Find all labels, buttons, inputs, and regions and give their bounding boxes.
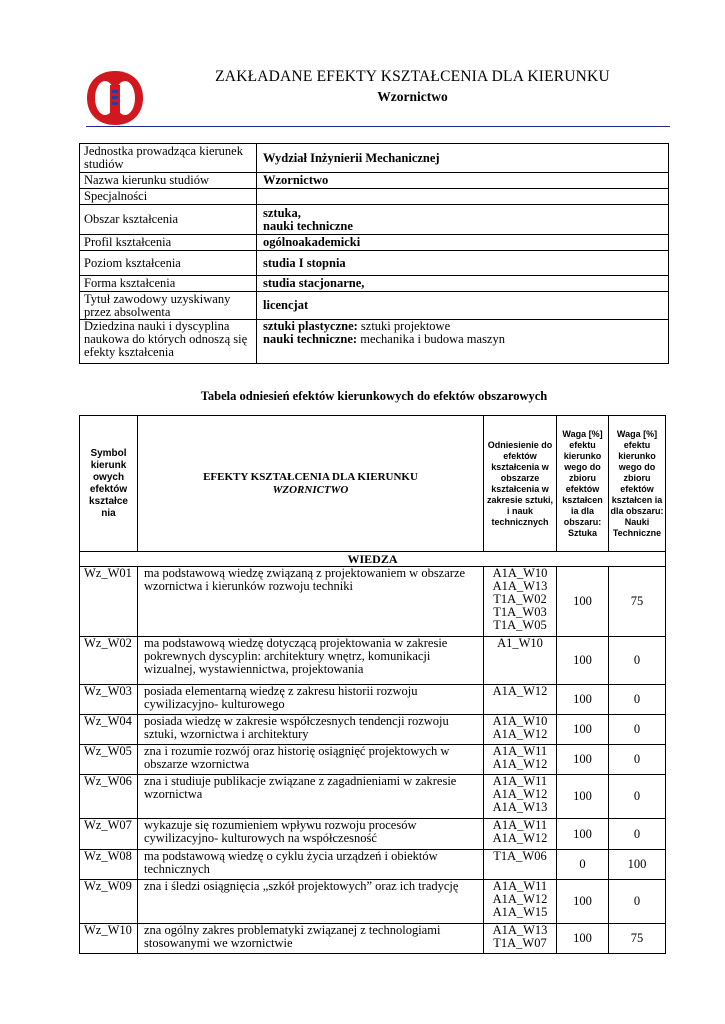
header-symbol: Symbol kierunk owych efektów kształce nia xyxy=(80,416,138,552)
info-label: Dziedzina nauki i dyscyplina naukowa do których odnoszą się efekty kształcenia xyxy=(80,320,257,364)
weight-nauki: 100 xyxy=(609,850,666,880)
outcome-code: Wz_W01 xyxy=(80,567,138,637)
info-label: Profil kształcenia xyxy=(80,235,257,251)
weight-sztuka: 100 xyxy=(557,637,609,685)
weight-sztuka: 100 xyxy=(557,819,609,850)
outcome-description: zna i rozumie rozwój oraz historię osiągnięć projektowych w obszarze wzornictwa xyxy=(138,745,484,775)
outcome-code: Wz_W02 xyxy=(80,637,138,685)
info-value-line: nauki techniczne xyxy=(263,218,353,233)
discipline-name: mechanika i budowa maszyn xyxy=(357,332,505,346)
weight-sztuka: 100 xyxy=(557,715,609,745)
outcome-references xyxy=(484,567,557,637)
info-row xyxy=(80,251,669,276)
reference-code: A1A_W12 xyxy=(492,727,548,741)
outcome-code: Wz_W06 xyxy=(80,775,138,819)
page-subtitle: Wzornictwo xyxy=(377,89,448,104)
info-row xyxy=(80,205,669,235)
info-label: Jednostka prowadząca kierunek studiów xyxy=(80,144,257,173)
outcome-code: Wz_W03 xyxy=(80,685,138,715)
info-value: Wzornictwo xyxy=(257,173,669,189)
table-row xyxy=(80,775,666,819)
table-row xyxy=(80,685,666,715)
outcome-references xyxy=(484,715,557,745)
reference-code: A1A_W11 xyxy=(492,744,548,758)
table-caption: Tabela odniesień efektów kierunkowych do efektów obszarowych xyxy=(200,389,548,403)
reference-code: A1A_W12 xyxy=(492,787,548,801)
reference-code: A1A_W11 xyxy=(492,879,548,893)
weight-sztuka: 100 xyxy=(557,685,609,715)
table-header-row xyxy=(80,416,666,552)
header-divider xyxy=(86,126,670,127)
reference-code: A1A_W11 xyxy=(492,818,548,832)
outcome-description: zna i śledzi osiągnięcia „szkół projektowych” oraz ich tradycję xyxy=(138,880,484,924)
learning-outcomes-table xyxy=(79,415,666,954)
info-row xyxy=(80,189,669,205)
reference-code: A1A_W12 xyxy=(492,831,548,845)
reference-code: A1A_W13 xyxy=(492,800,548,814)
weight-sztuka: 100 xyxy=(557,745,609,775)
weight-sztuka: 100 xyxy=(557,924,609,954)
header-efekty-title: EFEKTY KSZTAŁCENIA DLA KIERUNKU xyxy=(203,470,418,483)
weight-nauki: 0 xyxy=(609,819,666,850)
reference-code: T1A_W03 xyxy=(493,605,547,619)
outcome-code: Wz_W09 xyxy=(80,880,138,924)
table-row xyxy=(80,924,666,954)
university-logo xyxy=(86,70,144,126)
info-value: studia I stopnia xyxy=(257,251,669,276)
weight-sztuka: 100 xyxy=(557,880,609,924)
outcome-description: wykazuje się rozumieniem wpływu rozwoju procesów cywilizacyjno- kulturowych na współczesność xyxy=(138,819,484,850)
info-value: studia stacjonarne, xyxy=(257,276,669,292)
table-row xyxy=(80,567,666,637)
weight-nauki: 0 xyxy=(609,637,666,685)
info-value: Wydział Inżynierii Mechanicznej xyxy=(257,144,669,173)
outcome-description: zna i studiuje publikacje związane z zagadnieniami w zakresie wzornictwa xyxy=(138,775,484,819)
reference-code: T1A_W06 xyxy=(493,849,547,863)
outcome-references xyxy=(484,850,557,880)
weight-sztuka: 0 xyxy=(557,850,609,880)
info-value xyxy=(257,205,669,235)
outcome-references xyxy=(484,880,557,924)
discipline-area: sztuki plastyczne: xyxy=(263,319,358,333)
outcome-code: Wz_W05 xyxy=(80,745,138,775)
info-row xyxy=(80,144,669,173)
info-row xyxy=(80,320,669,364)
info-label: Tytuł zawodowy uzyskiwany przez absolwenta xyxy=(80,292,257,320)
reference-code: T1A_W07 xyxy=(493,936,547,950)
discipline-name: sztuki projektowe xyxy=(357,319,451,333)
page-title: ZAKŁADANE EFEKTY KSZTAŁCENIA DLA KIERUNKU xyxy=(215,68,610,85)
info-row xyxy=(80,173,669,189)
reference-code: A1A_W12 xyxy=(492,757,548,771)
table-row xyxy=(80,880,666,924)
outcome-description: ma podstawową wiedzę dotyczącą projektowania w zakresie pokrewnych dyscyplin: architektury wnętrz, komunikacji wizualnej, wystawiennictwa, projektowania xyxy=(138,637,484,685)
header-waga-sztuka: Waga [%] efektu kierunko wego do zbioru efektów kształcen ia dla obszaru: Sztuka xyxy=(557,416,609,552)
table-row xyxy=(80,637,666,685)
section-row xyxy=(80,552,666,567)
weight-sztuka: 100 xyxy=(557,567,609,637)
info-label: Nazwa kierunku studiów xyxy=(80,173,257,189)
reference-code: A1A_W13 xyxy=(492,923,548,937)
table-row xyxy=(80,715,666,745)
reference-code: T1A_W05 xyxy=(493,618,547,632)
outcome-description: posiada elementarną wiedzę z zakresu historii rozwoju cywilizacyjno- kulturowego xyxy=(138,685,484,715)
info-label: Poziom kształcenia xyxy=(80,251,257,276)
weight-nauki: 75 xyxy=(609,924,666,954)
header-waga-nauki: Waga [%] efektu kierunko wego do zbioru efektów kształcen ia dla obszaru: Nauki Techniczne xyxy=(609,416,666,552)
weight-nauki: 0 xyxy=(609,685,666,715)
info-label: Specjalności xyxy=(80,189,257,205)
info-value xyxy=(257,320,669,364)
reference-code: A1_W10 xyxy=(497,636,543,650)
outcome-references xyxy=(484,775,557,819)
header-efekty xyxy=(138,416,484,552)
info-value xyxy=(257,189,669,205)
info-row xyxy=(80,276,669,292)
reference-code: A1A_W10 xyxy=(492,566,548,580)
section-wiedza: WIEDZA xyxy=(80,552,666,567)
discipline-area: nauki techniczne: xyxy=(263,332,358,346)
reference-code: A1A_W12 xyxy=(492,684,548,698)
info-label: Obszar kształcenia xyxy=(80,205,257,235)
outcome-description: zna ogólny zakres problematyki związanej z technologiami stosowanymi we wzornictwie xyxy=(138,924,484,954)
outcome-references xyxy=(484,924,557,954)
outcome-description: posiada wiedzę w zakresie współczesnych tendencji rozwoju sztuki, wzornictwa i architektury xyxy=(138,715,484,745)
info-row xyxy=(80,235,669,251)
outcome-description: ma podstawową wiedzę o cyklu życia urządzeń i obiektów technicznych xyxy=(138,850,484,880)
info-row xyxy=(80,292,669,320)
table-row xyxy=(80,819,666,850)
outcome-code: Wz_W08 xyxy=(80,850,138,880)
info-value-line xyxy=(263,333,664,346)
weight-nauki: 0 xyxy=(609,880,666,924)
outcome-references xyxy=(484,745,557,775)
outcome-code: Wz_W07 xyxy=(80,819,138,850)
program-info-table xyxy=(79,143,669,364)
weight-nauki: 0 xyxy=(609,715,666,745)
reference-code: A1A_W15 xyxy=(492,905,548,919)
header-efekty-kierunek: WZORNICTWO xyxy=(272,483,349,496)
info-value: licencjat xyxy=(257,292,669,320)
weight-nauki: 0 xyxy=(609,775,666,819)
outcome-references xyxy=(484,637,557,685)
table-row xyxy=(80,745,666,775)
info-value: ogólnoakademicki xyxy=(257,235,669,251)
info-label: Forma kształcenia xyxy=(80,276,257,292)
outcome-references xyxy=(484,819,557,850)
reference-code: A1A_W11 xyxy=(492,774,548,788)
header-odniesienie: Odniesienie do efektów kształcenia w obszarze kształcenia w zakresie sztuki, i nauk technicznych xyxy=(484,416,557,552)
reference-code: A1A_W10 xyxy=(492,714,548,728)
reference-code: A1A_W12 xyxy=(492,892,548,906)
weight-nauki: 0 xyxy=(609,745,666,775)
weight-sztuka: 100 xyxy=(557,775,609,819)
outcome-code: Wz_W04 xyxy=(80,715,138,745)
reference-code: A1A_W13 xyxy=(492,579,548,593)
outcome-description: ma podstawową wiedzę związaną z projektowaniem w obszarze wzornictwa i kierunków rozwoju techniki xyxy=(138,567,484,637)
outcome-code: Wz_W10 xyxy=(80,924,138,954)
weight-nauki: 75 xyxy=(609,567,666,637)
table-row xyxy=(80,850,666,880)
reference-code: T1A_W02 xyxy=(493,592,547,606)
outcome-references xyxy=(484,685,557,715)
info-value-line: sztuka, xyxy=(263,205,301,220)
